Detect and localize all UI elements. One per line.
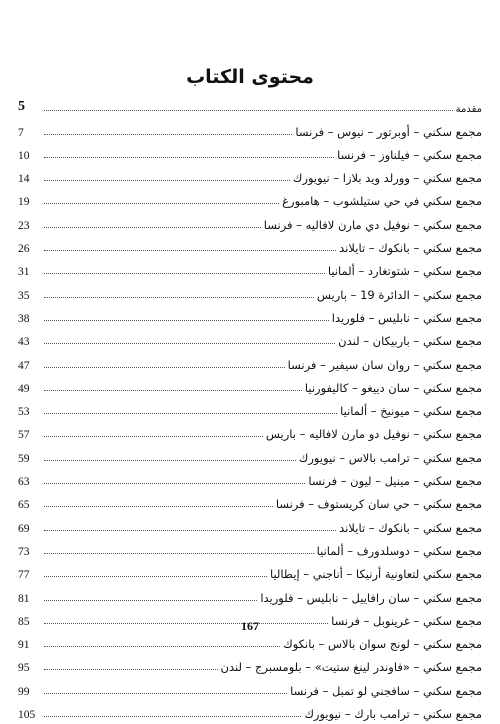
toc-page-number: 57 — [18, 429, 30, 442]
toc-entry-title: مجمع سكني – ترامب بارك – نيويورك — [304, 707, 482, 722]
dot-leader — [44, 413, 337, 414]
toc-row — [18, 468, 482, 491]
toc-page-number: 38 — [18, 312, 30, 325]
toc-row — [18, 677, 482, 700]
toc-row — [18, 561, 482, 584]
toc-entry-title: مجمع سكني – الدائرة 19 – باريس — [316, 287, 482, 302]
toc-entry-title: مجمع سكني – أوبرتور – نيوس – فرنسا — [295, 124, 482, 139]
dot-leader — [44, 669, 218, 670]
dot-leader — [44, 506, 273, 507]
toc-entry-title: مجمع سكني – نابليس – فلوريدا — [331, 310, 482, 325]
toc-page-number: 99 — [18, 685, 30, 698]
toc-row — [18, 188, 482, 211]
toc-row — [18, 235, 482, 258]
toc-row — [18, 142, 482, 165]
toc-row — [18, 351, 482, 374]
toc-row — [18, 491, 482, 514]
toc-entry-title: مجمع سكني – نوفيل دي مارن لافاليه – فرنسا — [263, 217, 482, 232]
dot-leader — [44, 390, 302, 391]
toc-page-number: 91 — [18, 639, 30, 652]
toc-page-number: 7 — [18, 126, 24, 139]
toc-entry-title: مجمع سكني – ميونيخ – ألمانيا — [340, 404, 482, 419]
toc-row — [18, 654, 482, 677]
page-number: 167 — [241, 619, 259, 633]
toc-page-number: 5 — [18, 99, 25, 115]
dot-leader — [44, 530, 336, 531]
toc-page-number: 43 — [18, 336, 30, 349]
toc-page-number: 19 — [18, 196, 30, 209]
toc-entry-title: مجمع سكني – نوفيل دو مارن لافاليه – باريس — [265, 427, 482, 442]
toc-entry-title: مجمع سكني – روان سان سيفير – فرنسا — [287, 357, 482, 372]
dot-leader — [44, 320, 329, 321]
toc-row — [18, 584, 482, 607]
toc-page-number: 59 — [18, 452, 30, 465]
toc-entry-title: مجمع سكني – لونج سوان بالاس – بانكوك — [283, 637, 482, 652]
toc-entry-title: مجمع سكني لتعاونية أرنيكا – أناجني – إيطاليا — [269, 567, 482, 582]
toc-row — [18, 258, 482, 281]
toc-page-number: 63 — [18, 476, 30, 489]
dot-leader — [44, 157, 334, 158]
toc-row — [18, 421, 482, 444]
dot-leader — [44, 180, 290, 181]
toc-page-number: 69 — [18, 522, 30, 535]
toc-page-number: 23 — [18, 219, 30, 232]
toc-entry-title: مجمع سكني – غرينوبل – فرنسا — [331, 613, 482, 628]
toc-entry-title: مجمع سكني – بانكوك – تايلاند — [339, 241, 482, 256]
dot-leader — [44, 576, 267, 577]
toc-row — [18, 375, 482, 398]
toc-entry-title: مجمع سكني – ترامب بالاس – نيويورك — [298, 450, 482, 465]
toc-page-number: 14 — [18, 173, 30, 186]
dot-leader — [44, 436, 263, 437]
dot-leader — [44, 227, 261, 228]
dot-leader — [44, 367, 285, 368]
toc-entry-title: مجمع سكني – وورلد ويد بلازا – نيويورك — [292, 171, 482, 186]
dot-leader — [44, 600, 257, 601]
toc-page-number: 65 — [18, 499, 30, 512]
toc-row — [18, 305, 482, 328]
dot-leader — [44, 110, 453, 111]
toc-entry-title: مجمع سكني – فيلناوز – فرنسا — [337, 147, 482, 162]
toc-entry-title: مجمع سكني – سان رافاييل – نابليس – فلوريدا — [260, 590, 482, 605]
dot-leader — [44, 716, 301, 717]
toc-page-number: 95 — [18, 662, 30, 675]
dot-leader — [44, 343, 335, 344]
toc-page-number: 77 — [18, 569, 30, 582]
toc-row — [18, 701, 482, 724]
toc-page-number: 85 — [18, 615, 30, 628]
dot-leader — [44, 203, 279, 204]
toc-row — [18, 95, 482, 118]
toc-entry-title: مجمع سكني – حي سان كريستوف – فرنسا — [275, 497, 482, 512]
dot-leader — [44, 273, 325, 274]
toc-page-number: 73 — [18, 545, 30, 558]
page-title: محتوى الكتاب — [186, 66, 314, 88]
toc-entry-title: مجمع سكني – مينيل – ليون – فرنسا — [308, 474, 482, 489]
toc-entry-title: مجمع سكني – سان دييغو – كاليفورنيا — [304, 380, 482, 395]
toc-row — [18, 118, 482, 141]
toc-entry-title: مجمع سكني – سافجني لو تمبل – فرنسا — [290, 683, 482, 698]
toc-entry-title: مقدمة — [455, 104, 482, 116]
dot-leader — [44, 297, 314, 298]
dot-leader — [44, 483, 305, 484]
toc-row — [18, 514, 482, 537]
toc-entry-title: مجمع سكني – شتوتغارد – ألمانيا — [327, 264, 482, 279]
toc-page-number: 49 — [18, 382, 30, 395]
toc-row — [18, 211, 482, 234]
toc-page-number: 47 — [18, 359, 30, 372]
toc-row — [18, 398, 482, 421]
dot-leader — [44, 134, 292, 135]
toc-row — [18, 444, 482, 467]
toc-row — [18, 281, 482, 304]
toc-entry-title: مجمع سكني في حي ستيلشوب – هامبورغ — [282, 194, 482, 209]
toc-entry-title: مجمع سكني – باربيكان – لندن — [338, 334, 482, 349]
toc-row — [18, 328, 482, 351]
toc-page-number: 53 — [18, 406, 30, 419]
toc-entry-title: مجمع سكني – «فاوندر لينغ ستيت» – بلومسبرج – لندن — [220, 660, 482, 675]
dot-leader — [44, 250, 336, 251]
toc-entry-title: مجمع سكني – بانكوك – تايلاند — [339, 520, 482, 535]
toc-page-number: 10 — [18, 149, 30, 162]
toc-row — [18, 538, 482, 561]
dot-leader — [44, 553, 314, 554]
toc-page-number: 35 — [18, 289, 30, 302]
dot-leader — [44, 460, 296, 461]
toc-page-number: 26 — [18, 243, 30, 256]
toc-row — [18, 165, 482, 188]
toc-page-number: 31 — [18, 266, 30, 279]
toc-entry-title: مجمع سكني – دوسلدورف – ألمانيا — [316, 543, 482, 558]
dot-leader — [44, 693, 287, 694]
toc-page-number: 105 — [18, 709, 36, 722]
toc-row — [18, 631, 482, 654]
toc-page-number: 81 — [18, 592, 30, 605]
